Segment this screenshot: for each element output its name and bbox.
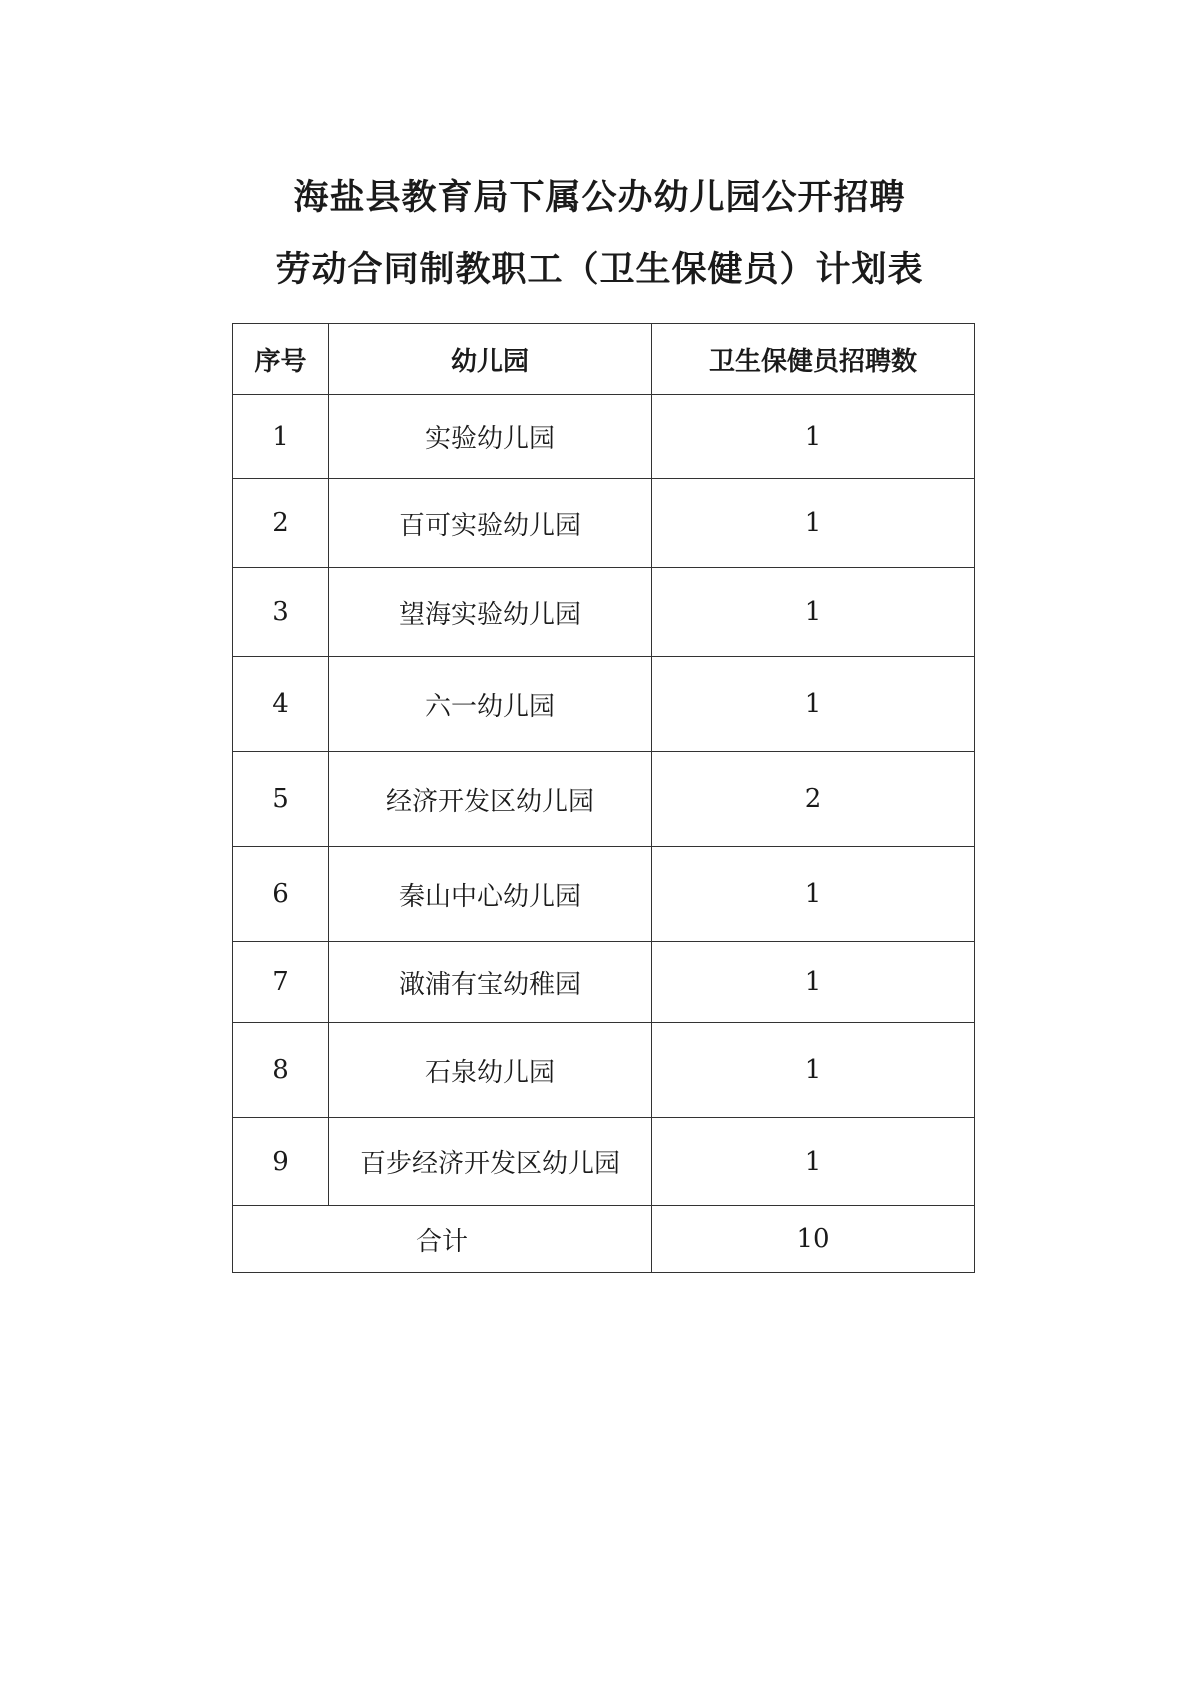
row-count-cell: 2 — [652, 752, 975, 847]
row-index-cell: 4 — [233, 657, 329, 752]
document-title-line2: 劳动合同制教职工（卫生保健员）计划表 — [275, 250, 924, 290]
row-kindergarten-cell: 实验幼儿园 — [329, 395, 652, 479]
table-row — [233, 752, 975, 847]
table-row — [233, 568, 975, 657]
row-count-cell: 1 — [652, 1023, 975, 1118]
table-row — [233, 1023, 975, 1118]
row-count-cell: 1 — [652, 942, 975, 1023]
row-kindergarten-cell: 百步经济开发区幼儿园 — [329, 1118, 652, 1206]
table-row — [233, 1118, 975, 1206]
row-count-cell: 1 — [652, 568, 975, 657]
row-index-cell: 3 — [233, 568, 329, 657]
total-label-cell: 合计 — [233, 1206, 652, 1273]
row-count-cell: 1 — [652, 1118, 975, 1206]
table-header-row — [233, 324, 975, 395]
row-index-cell: 8 — [233, 1023, 329, 1118]
row-count-cell: 1 — [652, 395, 975, 479]
recruitment-plan-table — [232, 323, 975, 1273]
header-kindergarten: 幼儿园 — [329, 324, 652, 395]
row-index-cell: 9 — [233, 1118, 329, 1206]
document-title-line1: 海盐县教育局下属公办幼儿园公开招聘 — [293, 178, 906, 218]
row-kindergarten-cell: 石泉幼儿园 — [329, 1023, 652, 1118]
row-count-cell: 1 — [652, 479, 975, 568]
row-kindergarten-cell: 望海实验幼儿园 — [329, 568, 652, 657]
row-kindergarten-cell: 六一幼儿园 — [329, 657, 652, 752]
row-kindergarten-cell: 澉浦有宝幼稚园 — [329, 942, 652, 1023]
total-count-cell: 10 — [652, 1206, 975, 1273]
row-count-cell: 1 — [652, 657, 975, 752]
table-row — [233, 479, 975, 568]
header-index: 序号 — [233, 324, 329, 395]
row-index-cell: 2 — [233, 479, 329, 568]
table-total-row — [233, 1206, 975, 1273]
row-index-cell: 5 — [233, 752, 329, 847]
row-count-cell: 1 — [652, 847, 975, 942]
header-count: 卫生保健员招聘数 — [652, 324, 975, 395]
row-kindergarten-cell: 秦山中心幼儿园 — [329, 847, 652, 942]
row-kindergarten-cell: 百可实验幼儿园 — [329, 479, 652, 568]
table-row — [233, 847, 975, 942]
table-row — [233, 657, 975, 752]
table-row — [233, 395, 975, 479]
row-kindergarten-cell: 经济开发区幼儿园 — [329, 752, 652, 847]
row-index-cell: 6 — [233, 847, 329, 942]
table-row — [233, 942, 975, 1023]
table-body — [233, 395, 975, 1273]
row-index-cell: 7 — [233, 942, 329, 1023]
row-index-cell: 1 — [233, 395, 329, 479]
